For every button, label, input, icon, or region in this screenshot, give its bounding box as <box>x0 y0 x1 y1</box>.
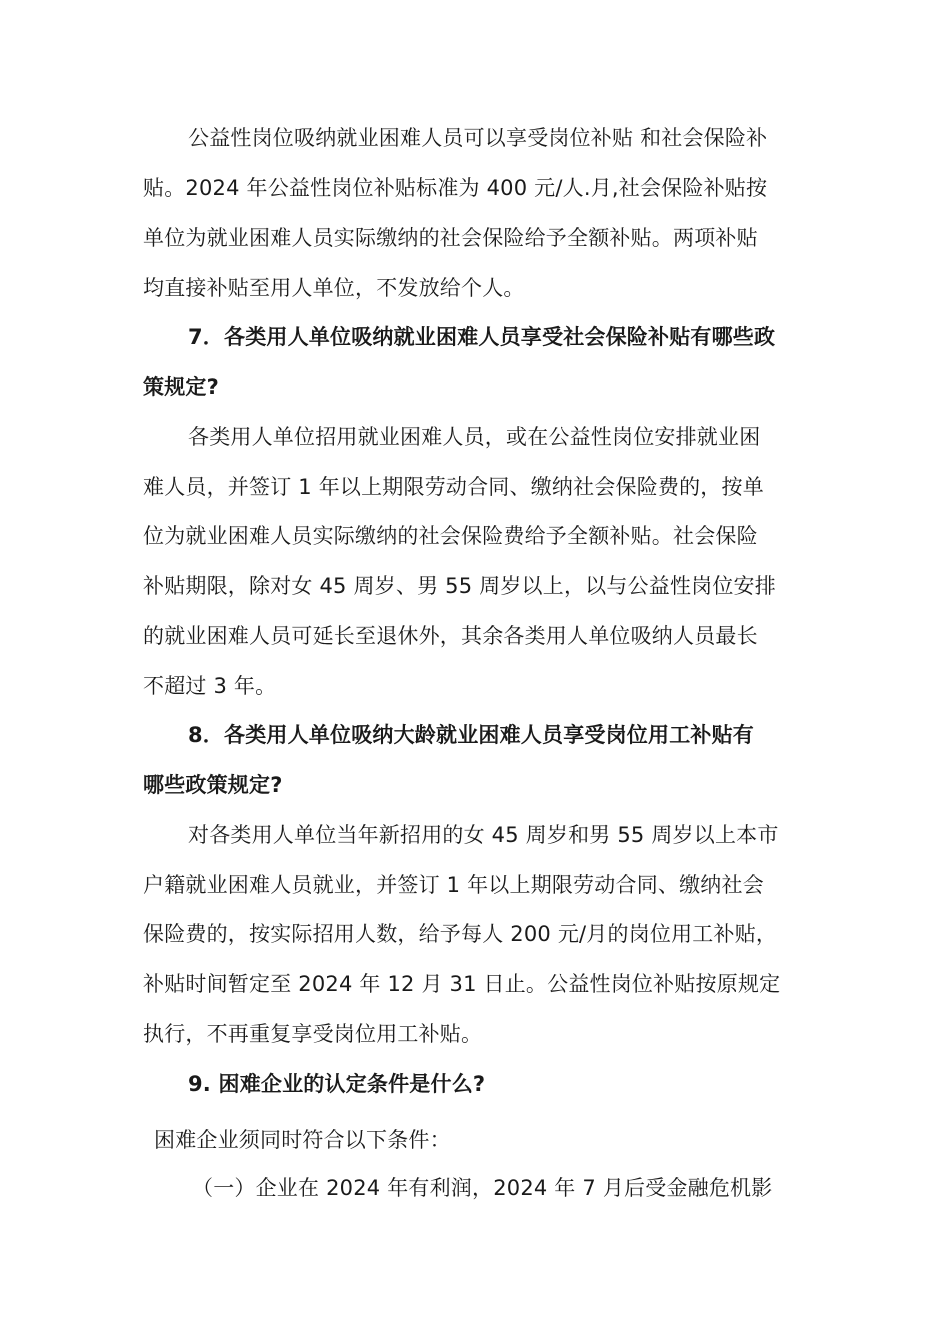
paragraph-line: 不超过 3 年。 <box>143 674 277 698</box>
paragraph-line: 户籍就业困难人员就业，并签订 1 年以上期限劳动合同、缴纳社会 <box>143 873 764 897</box>
paragraph-line: 位为就业困难人员实际缴纳的社会保险费给予全额补贴。社会保险 <box>143 524 758 548</box>
paragraph-line: 难人员，并签订 1 年以上期限劳动合同、缴纳社会保险费的，按单 <box>143 475 764 499</box>
list-item-1: （一）企业在 2024 年有利润，2024 年 7 月后受金融危机影 <box>192 1176 773 1200</box>
paragraph-line: 各类用人单位招用就业困难人员，或在公益性岗位安排就业困 <box>188 425 761 449</box>
question-heading-9: 9. 困难企业的认定条件是什么? <box>188 1072 486 1096</box>
question-heading-7: 7．各类用人单位吸纳就业困难人员享受社会保险补贴有哪些政 <box>188 325 776 349</box>
paragraph-line: 的就业困难人员可延长至退休外，其余各类用人单位吸纳人员最长 <box>143 624 758 648</box>
paragraph-line: 补贴期限，除对女 45 周岁、男 55 周岁以上，以与公益性岗位安排 <box>143 574 776 598</box>
paragraph-line: 执行，不再重复享受岗位用工补贴。 <box>143 1022 483 1046</box>
paragraph-line: 困难企业须同时符合以下条件： <box>154 1128 451 1152</box>
paragraph-line: 单位为就业困难人员实际缴纳的社会保险给予全额补贴。两项补贴 <box>143 226 758 250</box>
paragraph-line: 贴。2024 年公益性岗位补贴标准为 400 元/人.月,社会保险补贴按 <box>143 176 768 200</box>
paragraph-line: 均直接补贴至用人单位，不发放给个人。 <box>143 276 525 300</box>
question-heading-7-cont: 策规定? <box>143 375 219 399</box>
paragraph-line: 公益性岗位吸纳就业困难人员可以享受岗位补贴 和社会保险补 <box>188 126 768 150</box>
question-heading-8: 8．各类用人单位吸纳大龄就业困难人员享受岗位用工补贴有 <box>188 723 755 747</box>
paragraph-line: 保险费的，按实际招用人数，给予每人 200 元/月的岗位用工补贴， <box>143 922 778 946</box>
question-heading-8-cont: 哪些政策规定? <box>143 773 283 797</box>
paragraph-line: 对各类用人单位当年新招用的女 45 周岁和男 55 周岁以上本市 <box>188 823 779 847</box>
paragraph-line: 补贴时间暂定至 2024 年 12 月 31 日止。公益性岗位补贴按原规定 <box>143 972 781 996</box>
